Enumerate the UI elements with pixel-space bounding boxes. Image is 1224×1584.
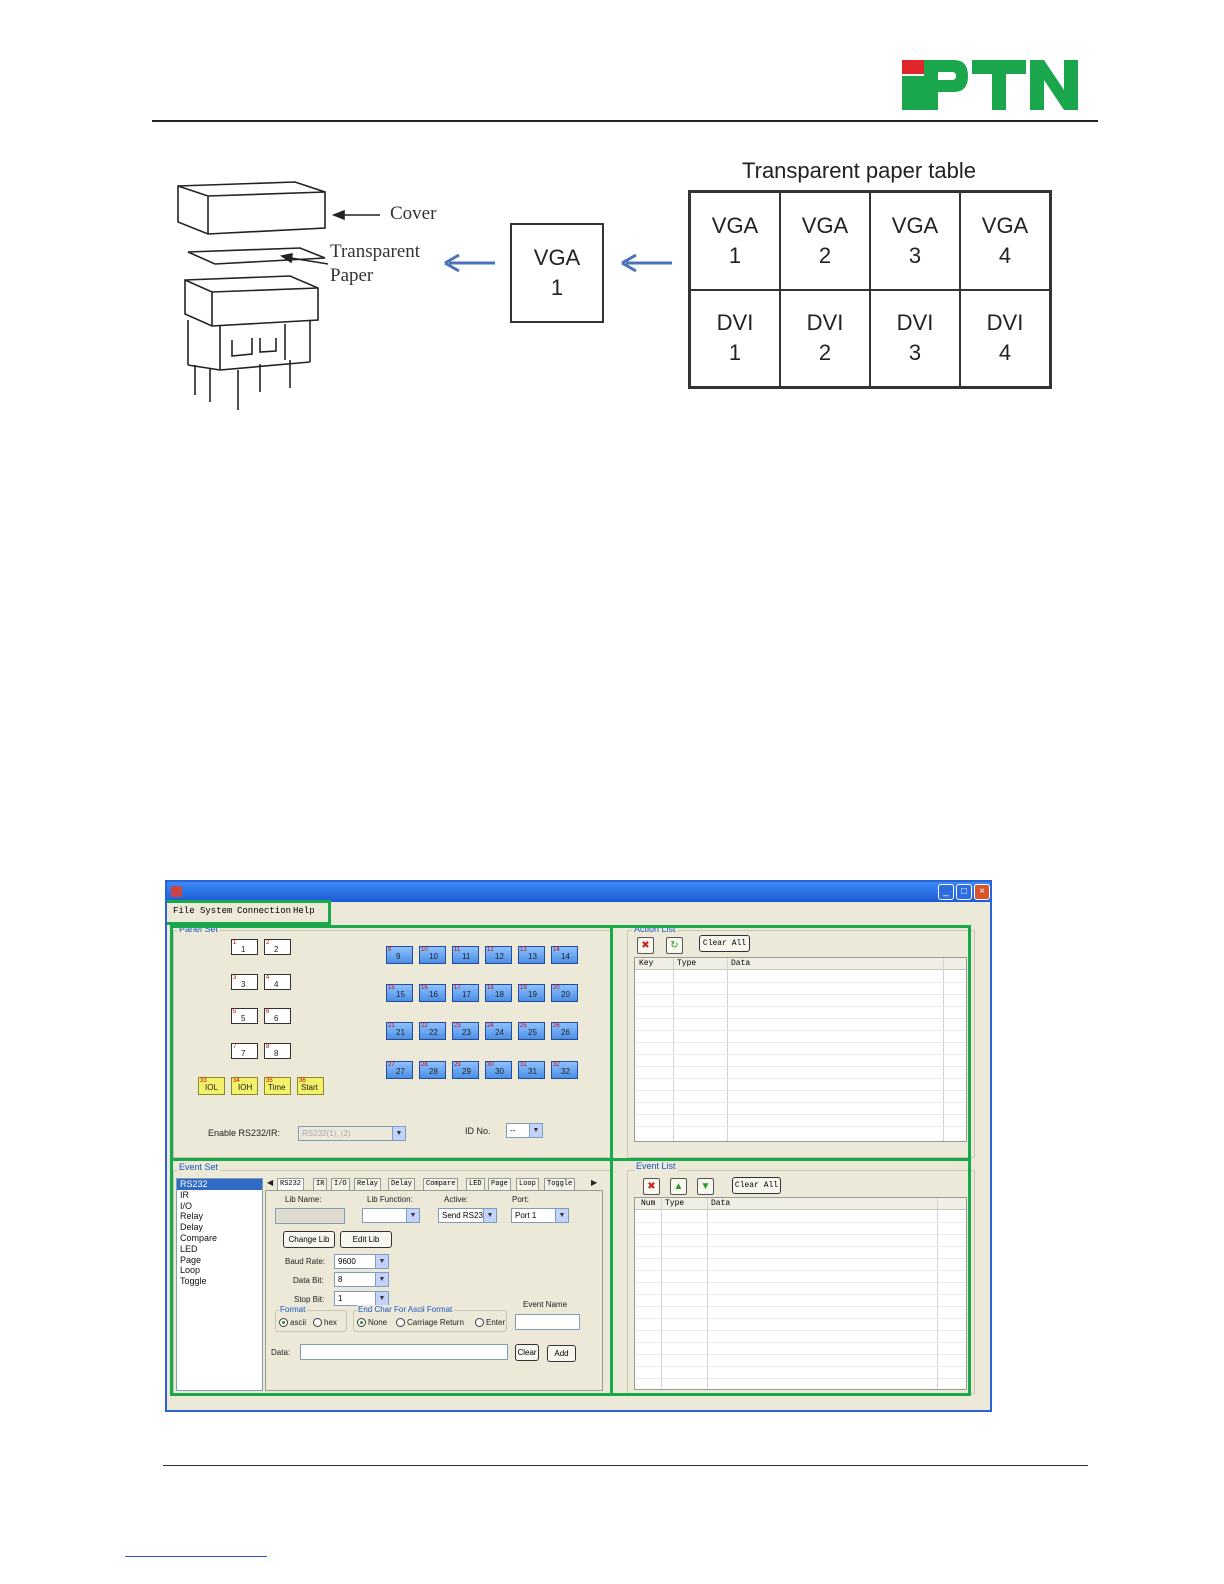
panel-key[interactable]: 13 13 <box>518 946 545 964</box>
tab-ir[interactable]: IR <box>313 1178 327 1190</box>
panel-key[interactable]: 27 27 <box>386 1061 413 1079</box>
column-type: Type <box>677 959 697 968</box>
endchar-cr-label: Carriage Return <box>407 1318 464 1327</box>
clear-button[interactable]: Clear <box>515 1344 539 1361</box>
panel-key[interactable]: 22 22 <box>419 1022 446 1040</box>
enable-rs232-select[interactable]: RS232(1), (2) ▼ <box>298 1126 406 1141</box>
edit-lib-button[interactable]: Edit Lib <box>340 1231 392 1248</box>
refresh-icon[interactable]: ↻ <box>666 937 683 954</box>
panel-set-title: Panel Set <box>179 924 219 934</box>
panel-key[interactable]: 4 4 <box>264 974 291 990</box>
label-paper: Paper <box>330 265 374 286</box>
chevron-down-icon: ▼ <box>375 1292 388 1305</box>
transparent-paper-figure <box>160 150 1070 410</box>
chevron-down-icon: ▼ <box>555 1209 568 1222</box>
app-window <box>165 880 992 1412</box>
menu-system[interactable]: System <box>200 906 233 916</box>
panel-key[interactable]: 24 24 <box>485 1022 512 1040</box>
list-item[interactable]: I/O <box>180 1200 193 1211</box>
table-title: Transparent paper table <box>742 158 976 183</box>
action-list-highlight <box>610 925 971 1161</box>
menu-highlight <box>165 900 331 925</box>
arrow-left-icon <box>443 253 497 273</box>
panel-key-iol[interactable]: 33 IOL <box>198 1077 225 1095</box>
sample-line2: 1 <box>550 275 564 300</box>
panel-key[interactable]: 31 31 <box>518 1061 545 1079</box>
footer-rule <box>163 1465 1088 1466</box>
panel-key-time[interactable]: 35 Time <box>264 1077 291 1095</box>
data-bit-select[interactable]: 8 ▼ <box>334 1272 389 1287</box>
chevron-down-icon: ▼ <box>529 1124 542 1137</box>
minimize-button[interactable]: _ <box>938 884 954 900</box>
data-bit-label: Data Bit: <box>293 1276 324 1285</box>
active-label: Active: <box>444 1195 469 1204</box>
format-ascii-label: ascii <box>290 1318 307 1327</box>
list-item[interactable]: Toggle <box>180 1276 207 1287</box>
tab-loop[interactable]: Loop <box>516 1178 539 1190</box>
label-transparent: Transparent <box>330 241 421 262</box>
table-cell: VGA 3 <box>870 192 960 290</box>
column-data: Data <box>711 1199 731 1208</box>
panel-key[interactable]: 23 23 <box>452 1022 479 1040</box>
tab-io[interactable]: I/O <box>331 1178 350 1190</box>
panel-key[interactable]: 26 26 <box>551 1022 578 1040</box>
stop-bit-label: Stop Bit: <box>294 1295 325 1304</box>
delete-icon[interactable]: ✖ <box>643 1178 660 1195</box>
id-no-label: ID No. <box>465 1126 491 1136</box>
enable-rs232-label: Enable RS232/IR: <box>208 1128 281 1138</box>
action-list-title: Action List <box>634 924 676 934</box>
panel-key[interactable]: 14 14 <box>551 946 578 964</box>
list-item[interactable]: Page <box>180 1254 202 1265</box>
panel-key[interactable]: 16 16 <box>419 984 446 1002</box>
close-button[interactable]: × <box>974 884 990 900</box>
list-item[interactable]: Compare <box>180 1232 218 1243</box>
change-lib-button[interactable]: Change Lib <box>283 1231 335 1248</box>
tab-delay[interactable]: Delay <box>388 1178 415 1190</box>
endchar-none-label: None <box>368 1318 388 1327</box>
panel-key[interactable]: 8 8 <box>264 1043 291 1059</box>
format-hex-label: hex <box>324 1318 337 1327</box>
panel-key[interactable]: 6 6 <box>264 1008 291 1024</box>
tab-scroll-left-icon[interactable]: ◀ <box>267 1178 274 1187</box>
panel-key[interactable]: 29 29 <box>452 1061 479 1079</box>
panel-key[interactable]: 10 10 <box>419 946 446 964</box>
lib-name-label: Lib Name: <box>285 1195 322 1204</box>
event-set-title: Event Set <box>179 1162 219 1172</box>
event-list-title: Event List <box>636 1161 676 1171</box>
tab-compare[interactable]: Compare <box>423 1178 458 1190</box>
sample-line1: VGA <box>533 245 581 270</box>
delete-icon[interactable]: ✖ <box>637 937 654 954</box>
footer-link-underline[interactable] <box>125 1556 267 1557</box>
panel-key[interactable]: 12 12 <box>485 946 512 964</box>
id-no-select[interactable]: -- ▼ <box>506 1123 543 1138</box>
list-item[interactable]: Delay <box>180 1222 204 1233</box>
add-button[interactable]: Add <box>547 1345 576 1362</box>
column-type: Type <box>665 1199 685 1208</box>
chevron-down-icon: ▼ <box>392 1127 405 1140</box>
panel-key[interactable]: 17 17 <box>452 984 479 1002</box>
column-num: Num <box>641 1199 656 1208</box>
panel-key[interactable]: 9 9 <box>386 946 413 964</box>
panel-key[interactable]: 20 20 <box>551 984 578 1002</box>
column-data: Data <box>731 959 751 968</box>
tab-relay[interactable]: Relay <box>354 1178 381 1190</box>
list-item[interactable]: Loop <box>180 1265 201 1276</box>
port-label: Port: <box>512 1195 529 1204</box>
baud-rate-label: Baud Rate: <box>285 1257 326 1266</box>
tab-page[interactable]: Page <box>488 1178 511 1190</box>
tab-led[interactable]: LED <box>466 1178 485 1190</box>
event-name-label: Event Name <box>523 1300 568 1309</box>
panel-key[interactable]: 21 21 <box>386 1022 413 1040</box>
action-clear-all-button[interactable]: Clear All <box>699 935 750 952</box>
table-cell: VGA 1 <box>690 192 780 290</box>
panel-key[interactable]: 19 19 <box>518 984 545 1002</box>
list-item[interactable]: LED <box>180 1243 198 1254</box>
panel-key[interactable]: 25 25 <box>518 1022 545 1040</box>
endchar-enter-label: Enter <box>486 1318 506 1327</box>
panel-key[interactable]: 32 32 <box>551 1061 578 1079</box>
event-set-highlight <box>170 1158 613 1396</box>
panel-key[interactable]: 15 15 <box>386 984 413 1002</box>
table-cell: VGA 2 <box>780 192 870 290</box>
panel-key-ioh[interactable]: 34 IOH <box>231 1077 258 1095</box>
panel-key[interactable]: 1 1 <box>231 939 258 955</box>
lib-function-label: Lib Function: <box>367 1195 413 1204</box>
panel-key[interactable]: 11 11 <box>452 946 479 964</box>
panel-key[interactable]: 30 30 <box>485 1061 512 1079</box>
menu-connection[interactable]: Connection <box>237 906 292 916</box>
menu-help[interactable]: Help <box>293 906 315 916</box>
panel-set-highlight <box>170 925 613 1161</box>
table-cell: DVI 3 <box>870 290 960 388</box>
format-legend: Format <box>280 1305 306 1314</box>
title-bar <box>167 882 990 902</box>
endchar-legend: End Char For Ascii Format <box>358 1305 453 1314</box>
list-item[interactable]: IR <box>180 1189 189 1200</box>
chevron-down-icon: ▼ <box>483 1209 496 1222</box>
panel-key-start[interactable]: 36 Start <box>297 1077 324 1095</box>
list-item[interactable]: Relay <box>180 1211 204 1222</box>
list-item[interactable]: RS232 <box>177 1179 262 1190</box>
active-select[interactable]: Send RS23 ▼ <box>438 1208 497 1223</box>
column-key: Key <box>639 959 654 968</box>
event-clear-all-button[interactable]: Clear All <box>732 1177 781 1194</box>
baud-rate-select[interactable]: 9600 ▼ <box>334 1254 389 1269</box>
arrow-left-icon <box>620 253 674 273</box>
move-down-icon[interactable]: ▼ <box>697 1178 714 1195</box>
chevron-down-icon: ▼ <box>375 1255 388 1268</box>
chevron-down-icon: ▼ <box>375 1273 388 1286</box>
table-cell: VGA 4 <box>960 192 1050 290</box>
table-cell: DVI 4 <box>960 290 1050 388</box>
ptn-logo <box>902 60 1078 110</box>
tab-scroll-right-icon[interactable]: ▶ <box>591 1178 598 1187</box>
header-rule <box>152 120 1098 122</box>
maximize-button[interactable]: □ <box>956 884 972 900</box>
panel-key[interactable]: 3 3 <box>231 974 258 990</box>
tab-rs232[interactable]: RS232 <box>277 1178 304 1190</box>
stop-bit-select[interactable]: 1 ▼ <box>334 1291 389 1306</box>
event-list-highlight <box>610 1158 971 1396</box>
app-icon <box>171 886 182 897</box>
panel-key[interactable]: 28 28 <box>419 1061 446 1079</box>
port-select[interactable]: Port 1 ▼ <box>511 1208 569 1223</box>
menu-file[interactable]: File <box>173 906 195 916</box>
chevron-down-icon: ▼ <box>406 1209 419 1222</box>
key-label-sample <box>510 223 604 323</box>
tab-toggle[interactable]: Toggle <box>544 1178 575 1190</box>
panel-key[interactable]: 2 2 <box>264 939 291 955</box>
table-cell: DVI 1 <box>690 290 780 388</box>
table-cell: DVI 2 <box>780 290 870 388</box>
panel-key[interactable]: 5 5 <box>231 1008 258 1024</box>
data-label: Data: <box>271 1348 291 1357</box>
transparent-paper-table <box>688 190 1052 389</box>
panel-key[interactable]: 7 7 <box>231 1043 258 1059</box>
move-up-icon[interactable]: ▲ <box>670 1178 687 1195</box>
label-cover: Cover <box>390 203 437 224</box>
panel-key[interactable]: 18 18 <box>485 984 512 1002</box>
